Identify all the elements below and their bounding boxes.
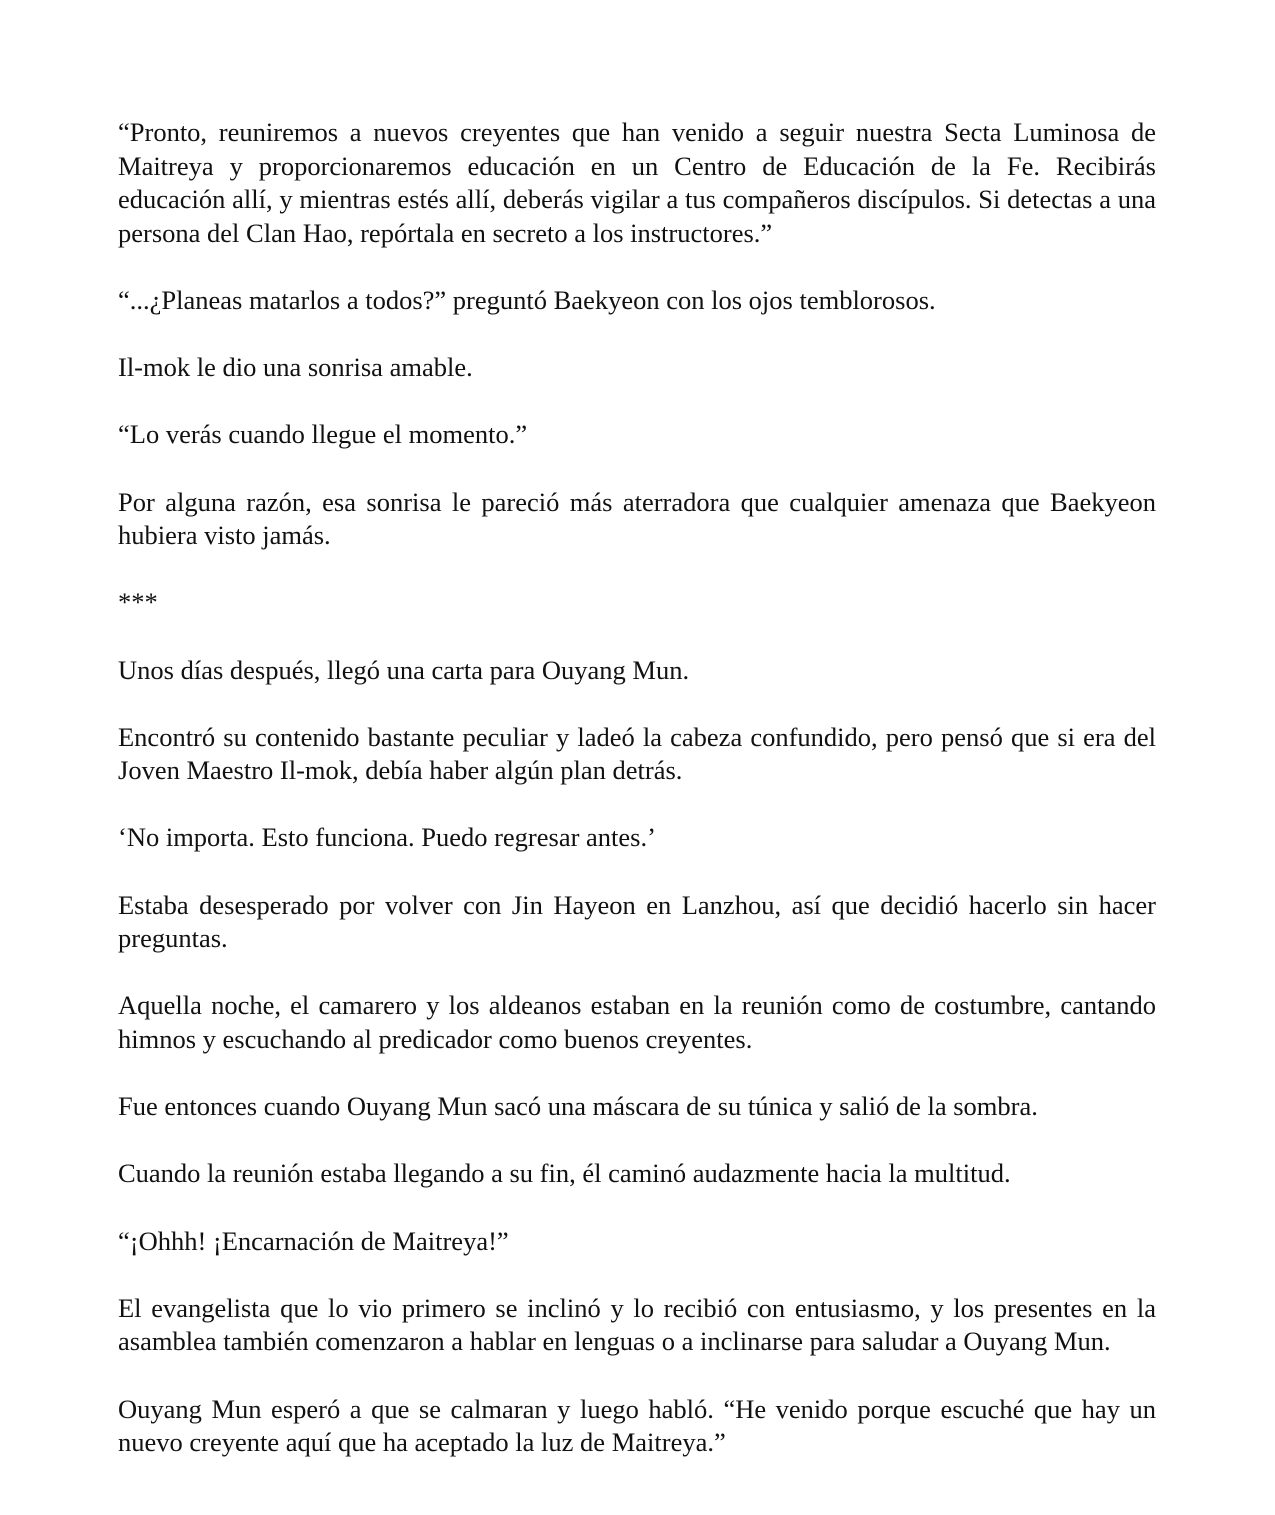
paragraph-2: “...¿Planeas matarlos a todos?” preguntó Baekyeon con los ojos temblorosos.	[118, 284, 936, 315]
paragraph-10: Estaba desesperado por volver con Jin Hayeon en Lanzhou, así que decidió hacerlo sin hacer preguntas.	[118, 889, 1156, 954]
document-body	[118, 116, 1156, 1493]
paragraph-4: “Lo verás cuando llegue el momento.”	[118, 419, 528, 450]
paragraph-7: Unos días después, llegó una carta para Ouyang Mun.	[118, 654, 690, 685]
paragraph-15: El evangelista que lo vio primero se inclinó y lo recibió con entusiasmo, y los presentes en la asamblea también comenzaron a hablar en lenguas o a inclinarse para saludar a Ouyang Mun.	[118, 1292, 1156, 1357]
paragraph-3: Il-mok le dio una sonrisa amable.	[118, 352, 473, 383]
paragraph-1: “Pronto, reuniremos a nuevos creyentes que han venido a seguir nuestra Secta Luminosa de Maitreya y proporcionaremos educación en un Centro de Educación de la Fe. Recibirás educación allí, y mientras estés allí, deberás vigilar a tus compañeros discípulos. Si detectas a una persona del Clan Hao, repórtala en secreto a los instructores.”	[118, 117, 1156, 248]
paragraph-11: Aquella noche, el camarero y los aldeanos estaban en la reunión como de costumbre, cantando himnos y escuchando al predicador como buenos creyentes.	[118, 990, 1156, 1055]
paragraph-14: “¡Ohhh! ¡Encarnación de Maitreya!”	[118, 1225, 509, 1256]
paragraph-9: ‘No importa. Esto funciona. Puedo regresar antes.’	[118, 822, 656, 853]
scene-break: ***	[118, 587, 158, 618]
paragraph-8: Encontró su contenido bastante peculiar y ladeó la cabeza confundido, pero pensó que si era del Joven Maestro Il-mok, debía haber algún plan detrás.	[118, 721, 1156, 786]
paragraph-13: Cuando la reunión estaba llegando a su fin, él caminó audazmente hacia la multitud.	[118, 1158, 1011, 1189]
paragraph-12: Fue entonces cuando Ouyang Mun sacó una máscara de su túnica y salió de la sombra.	[118, 1091, 1038, 1122]
paragraph-16: Ouyang Mun esperó a que se calmaran y luego habló. “He venido porque escuché que hay un nuevo creyente aquí que ha aceptado la luz de Maitreya.”	[118, 1393, 1156, 1458]
paragraph-5: Por alguna razón, esa sonrisa le pareció más aterradora que cualquier amenaza que Baekyeon hubiera visto jamás.	[118, 486, 1156, 551]
